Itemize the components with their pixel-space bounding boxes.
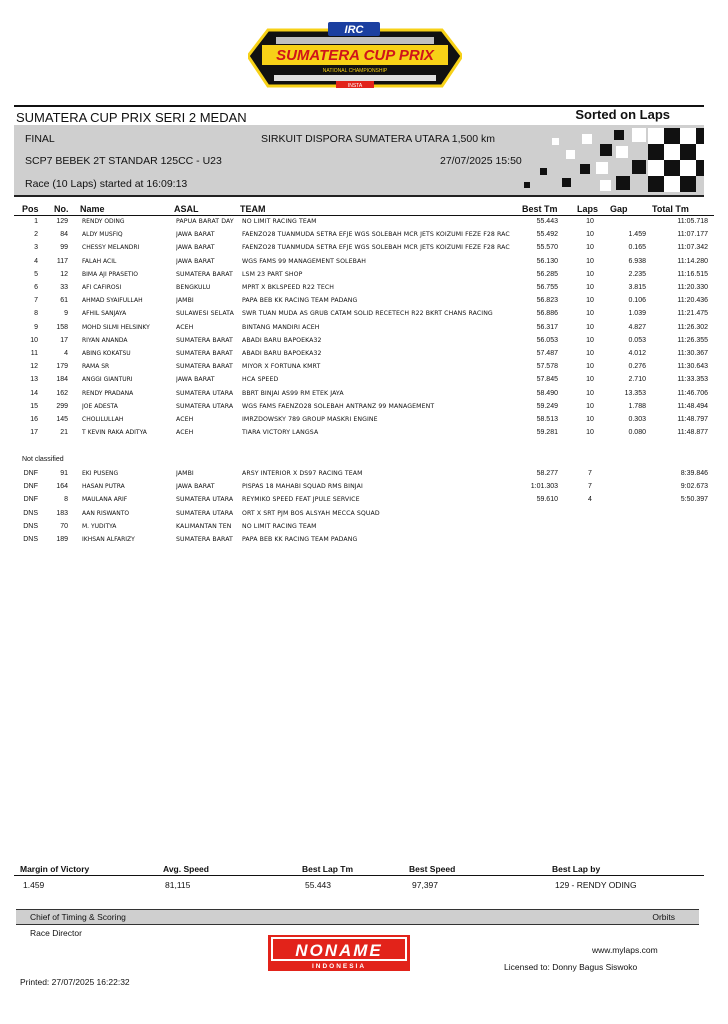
- cell-pos: 10: [30, 336, 38, 344]
- cell-name: RENDY PRADANA: [82, 389, 134, 397]
- cell-total: 11:30.367: [677, 350, 708, 357]
- title-row: [14, 105, 704, 125]
- cell-gap: 0.106: [628, 297, 646, 305]
- cell-pos: 8: [34, 310, 38, 318]
- cell-pos: 4: [34, 257, 38, 265]
- cell-no: 12: [60, 270, 68, 278]
- table-row: [14, 483, 714, 496]
- cell-asal: SUMATERA BARAT: [176, 363, 233, 371]
- cell-no: 9: [64, 310, 68, 318]
- cell-total: 11:16.515: [677, 270, 708, 278]
- cell-no: 99: [60, 244, 68, 252]
- cell-asal: JAMBI: [176, 297, 194, 305]
- cell-gap: 6.938: [628, 257, 646, 265]
- cell-best: 58.277: [536, 470, 558, 477]
- cell-name: RENDY ODING: [82, 218, 125, 225]
- col-name: Name: [80, 204, 105, 214]
- cell-name: ANGGI GIANTURI: [82, 376, 133, 384]
- not-classified-label: Not classified: [22, 456, 64, 463]
- noname-text: NONAME: [295, 941, 383, 960]
- cell-no: 164: [56, 483, 68, 491]
- cell-laps: 4: [588, 496, 592, 504]
- cell-total: 11:26.355: [677, 336, 708, 344]
- cell-team: LSM 23 PART SHOP: [242, 270, 303, 278]
- cell-gap: 0.080: [628, 429, 646, 437]
- cell-team: WGS FAMS 99 MANAGEMENT SOLEBAH: [242, 257, 367, 265]
- stat-best-lap-tm: 55.443: [305, 880, 331, 890]
- cell-total: 11:21.475: [677, 310, 708, 318]
- table-row: [14, 429, 714, 442]
- cell-laps: 10: [586, 284, 594, 291]
- table-row: [14, 523, 714, 536]
- cell-total: 11:14.280: [677, 257, 708, 265]
- cell-total: 11:30.643: [677, 363, 708, 371]
- cell-asal: JAWA BARAT: [176, 244, 215, 252]
- cell-best: 59.610: [536, 496, 558, 504]
- cell-name: MOHD SILMI HELSINKY: [82, 323, 150, 331]
- cell-total: 11:48.797: [677, 416, 708, 423]
- cell-asal: SUMATERA UTARA: [176, 389, 234, 397]
- table-row: [14, 403, 714, 416]
- cell-asal: SUMATERA UTARA: [176, 496, 234, 504]
- cell-name: IKHSAN ALFARIZY: [82, 536, 135, 543]
- cell-pos: 7: [34, 297, 38, 305]
- cell-pos: DNS: [23, 536, 38, 543]
- cell-laps: 10: [586, 297, 594, 305]
- cell-name: EKI PUSENG: [82, 470, 119, 477]
- cell-best: 56.053: [536, 336, 558, 344]
- stats-header: [14, 864, 704, 876]
- table-row: [14, 350, 714, 363]
- cell-name: ALDY MUSFIQ: [82, 231, 123, 239]
- cell-no: 183: [56, 509, 68, 517]
- cell-gap: 1.459: [628, 231, 646, 239]
- cell-no: 129: [56, 218, 68, 225]
- col-total: Total Tm: [652, 204, 689, 214]
- cell-laps: 10: [586, 257, 594, 265]
- cell-pos: 15: [30, 402, 38, 410]
- cell-asal: BENGKULU: [176, 284, 211, 291]
- circuit-name: SIRKUIT DISPORA SUMATERA UTARA 1,500 km: [261, 133, 495, 145]
- cell-asal: JAWA BARAT: [176, 376, 215, 384]
- cell-team: PAPA BEB KK RACING TEAM PADANG: [242, 297, 358, 305]
- cell-gap: 0.303: [628, 416, 646, 423]
- mylaps-website: www.mylaps.com: [592, 945, 658, 955]
- cell-team: NO LIMIT RACING TEAM: [242, 522, 317, 530]
- stat-label-best-speed: Best Speed: [409, 864, 456, 874]
- logo-brand: IRC: [344, 24, 364, 36]
- cell-best: 59.249: [536, 402, 558, 410]
- cell-asal: KALIMANTAN TEN: [176, 522, 232, 530]
- cell-laps: 10: [586, 416, 594, 423]
- cell-no: 4: [64, 350, 68, 357]
- cell-no: 145: [56, 416, 68, 423]
- cell-laps: 10: [586, 402, 594, 410]
- cell-pos: DNF: [23, 496, 38, 504]
- stat-avg-speed: 81,115: [165, 880, 191, 890]
- cell-asal: JAWA BARAT: [176, 483, 215, 491]
- cell-team: BBRT BINJAI AS99 RM ETEK JAYA: [242, 389, 344, 397]
- cell-pos: DNF: [23, 483, 38, 491]
- table-row: [14, 416, 714, 429]
- cell-name: JOE ADESTA: [82, 402, 118, 410]
- chief-of-timing-bar: [16, 909, 699, 925]
- cell-pos: 12: [30, 363, 38, 371]
- cell-gap: 4.827: [628, 323, 646, 331]
- cell-laps: 10: [586, 244, 594, 252]
- cell-best: 59.281: [536, 429, 558, 437]
- table-row: [14, 470, 714, 483]
- cell-best: 1:01.303: [530, 483, 558, 491]
- stat-best-lap-by: 129 - RENDY ODING: [555, 880, 637, 890]
- session-info-box: [14, 125, 704, 197]
- cell-gap: 0.053: [628, 336, 646, 344]
- cell-best: 56.285: [536, 270, 558, 278]
- cell-team: PISPAS 18 MAHABI SQUAD RMS BINJAI: [242, 483, 363, 491]
- col-team: TEAM: [240, 204, 266, 214]
- cell-team: IMRZDOWSKY 789 GROUP MASKRI ENGINE: [242, 416, 378, 423]
- cell-asal: SULAWESI SELATA: [176, 310, 234, 318]
- cell-team: HCA SPEED: [242, 376, 279, 384]
- cell-team: MPRT X BKLSPEED R22 TECH: [242, 284, 335, 291]
- cell-team: FAENZO28 TUANMUDA SETRA EFJE WGS SOLEBAH MCR JETS KOIZUMI FEZE F28 RAC: [242, 231, 510, 239]
- table-row: [14, 510, 714, 523]
- cell-asal: SUMATERA BARAT: [176, 536, 233, 543]
- cell-pos: 14: [30, 389, 38, 397]
- session-name: FINAL: [25, 133, 55, 145]
- table-row: [14, 536, 714, 549]
- cell-name: ABING KOKATSU: [82, 350, 131, 357]
- event-logo: [248, 20, 462, 92]
- cell-total: 11:46.706: [677, 389, 708, 397]
- col-pos: Pos: [22, 204, 39, 214]
- cell-name: M. YUDITYA: [82, 522, 117, 530]
- cell-team: FAENZO28 TUANMUDA SETRA EFJE WGS SOLEBAH MCR JETS KOIZUMI FEZE F28 RAC: [242, 244, 510, 252]
- stat-best-speed: 97,397: [412, 880, 438, 890]
- cell-name: T KEVIN RAKA ADITYA: [82, 429, 147, 437]
- stat-label-best-lap-by: Best Lap by: [552, 864, 601, 874]
- col-gap: Gap: [610, 204, 628, 214]
- cell-laps: 7: [588, 470, 592, 477]
- cell-asal: JAMBI: [176, 470, 194, 477]
- cell-gap: 0.165: [628, 244, 646, 252]
- stat-margin: 1.459: [23, 880, 45, 890]
- cell-asal: PAPUA BARAT DAY: [176, 218, 234, 225]
- cell-best: 58.513: [536, 416, 558, 423]
- cell-asal: JAWA BARAT: [176, 257, 215, 265]
- event-title: SUMATERA CUP PRIX SERI 2 MEDAN: [16, 110, 247, 125]
- cell-team: BINTANG MANDIRI ACEH: [242, 323, 320, 331]
- stat-label-margin: Margin of Victory: [20, 864, 90, 874]
- logo-footer: INSTA: [347, 83, 363, 89]
- cell-team: ORT X SRT PJM BOS ALSYAH MECCA SQUAD: [242, 509, 380, 517]
- cell-pos: 6: [34, 284, 38, 291]
- cell-no: 91: [60, 470, 68, 477]
- cell-total: 11:48.877: [677, 429, 708, 437]
- table-row: [14, 258, 714, 271]
- cell-total: 9:02.673: [680, 483, 708, 491]
- cell-best: 56.886: [536, 310, 558, 318]
- stats-values: [14, 880, 704, 892]
- cell-gap: 0.276: [628, 363, 646, 371]
- cell-total: 11:20.436: [677, 297, 708, 305]
- race-director-label: Race Director: [30, 928, 82, 938]
- table-row: [14, 297, 714, 310]
- cell-best: 56.317: [536, 323, 558, 331]
- cell-best: 56.823: [536, 297, 558, 305]
- cell-total: 11:05.718: [677, 218, 708, 225]
- cell-no: 179: [56, 363, 68, 371]
- cell-pos: 5: [34, 270, 38, 278]
- race-start: Race (10 Laps) started at 16:09:13: [25, 178, 188, 190]
- orbits-label: Orbits: [652, 912, 675, 922]
- cell-no: 70: [60, 522, 68, 530]
- cell-laps: 10: [586, 231, 594, 239]
- cell-best: 56.130: [536, 257, 558, 265]
- cell-team: TIARA VICTORY LANGSA: [242, 429, 319, 437]
- table-row: [14, 231, 714, 244]
- cell-laps: 10: [586, 310, 594, 318]
- cell-no: 21: [60, 429, 68, 437]
- cell-no: 189: [56, 536, 68, 543]
- cell-pos: DNF: [23, 470, 38, 477]
- cell-asal: ACEH: [176, 416, 194, 423]
- cell-laps: 10: [586, 350, 594, 357]
- stat-label-avg-speed: Avg. Speed: [163, 864, 209, 874]
- logo-subtitle: NATIONAL CHAMPIONSHIP: [322, 68, 388, 74]
- class-name: SCP7 BEBEK 2T STANDAR 125CC - U23: [25, 155, 222, 167]
- table-row: [14, 390, 714, 403]
- table-row: [14, 324, 714, 337]
- cell-no: 33: [60, 284, 68, 291]
- table-row: [14, 244, 714, 257]
- cell-laps: 10: [586, 218, 594, 225]
- cell-total: 11:48.494: [677, 402, 708, 410]
- col-best: Best Tm: [522, 204, 558, 214]
- cell-no: 61: [60, 297, 68, 305]
- cell-best: 57.487: [536, 350, 558, 357]
- cell-name: CHOLILULLAH: [82, 416, 124, 423]
- cell-pos: 13: [30, 376, 38, 384]
- cell-pos: 3: [34, 244, 38, 252]
- cell-best: 58.490: [536, 389, 558, 397]
- licensed-to: Licensed to: Donny Bagus Siswoko: [504, 962, 638, 972]
- chief-label: Chief of Timing & Scoring: [30, 912, 126, 922]
- cell-pos: DNS: [23, 522, 38, 530]
- noname-indonesia-logo: [268, 935, 410, 971]
- col-no: No.: [54, 204, 69, 214]
- cell-asal: SUMATERA UTARA: [176, 509, 234, 517]
- table-row: [14, 271, 714, 284]
- col-laps: Laps: [577, 204, 599, 214]
- cell-gap: 2.710: [628, 376, 646, 384]
- checkered-flag-graphic: [484, 128, 704, 196]
- cell-pos: 11: [30, 350, 38, 357]
- cell-laps: 10: [586, 376, 594, 384]
- cell-no: 299: [56, 402, 68, 410]
- cell-team: PAPA BEB KK RACING TEAM PADANG: [242, 536, 358, 543]
- cell-gap: 1.039: [628, 310, 646, 318]
- cell-laps: 10: [586, 363, 594, 371]
- cell-gap: 4.012: [628, 350, 646, 357]
- cell-name: HASAN PUTRA: [82, 483, 125, 491]
- cell-best: 55.443: [536, 218, 558, 225]
- cell-pos: 1: [34, 218, 38, 225]
- cell-gap: 2.235: [628, 270, 646, 278]
- cell-best: 57.845: [536, 376, 558, 384]
- table-row: [14, 310, 714, 323]
- cell-name: AFHIL SANJAYA: [82, 310, 127, 318]
- cell-pos: 2: [34, 231, 38, 239]
- noname-indonesia-text: INDONESIA: [311, 963, 367, 970]
- cell-total: 5:50.397: [680, 496, 708, 504]
- cell-no: 117: [56, 257, 68, 265]
- cell-team: REYMIKO SPEED FEAT JPULE SERVICE: [242, 496, 360, 504]
- cell-no: 84: [60, 231, 68, 239]
- cell-name: AAN RISWANTO: [82, 509, 130, 517]
- cell-laps: 10: [586, 389, 594, 397]
- cell-team: ARSY INTERIOR X DS97 RACING TEAM: [242, 470, 363, 477]
- cell-team: SWR TUAN MUDA AS GRUB CATAM SOLID RECETECH R22 BKRT CHANS RACING: [242, 310, 493, 318]
- cell-best: 55.570: [536, 244, 558, 252]
- cell-best: 56.755: [536, 284, 558, 291]
- cell-name: RAMA SR: [82, 363, 110, 371]
- table-row: [14, 337, 714, 350]
- cell-gap: 1.788: [628, 402, 646, 410]
- cell-name: AHMAD SYAIFULLAH: [82, 297, 143, 305]
- sort-label: Sorted on Laps: [575, 107, 670, 122]
- cell-laps: 7: [588, 483, 592, 491]
- cell-laps: 10: [586, 270, 594, 278]
- cell-pos: 16: [30, 416, 38, 423]
- cell-asal: SUMATERA BARAT: [176, 336, 233, 344]
- cell-laps: 10: [586, 429, 594, 437]
- session-datetime: 27/07/2025 15:50: [440, 155, 522, 167]
- logo-title: SUMATERA CUP PRIX: [276, 47, 434, 64]
- cell-asal: SUMATERA BARAT: [176, 350, 233, 357]
- cell-total: 11:33.353: [677, 376, 708, 384]
- cell-team: WGS FAMS FAENZO28 SOLEBAH ANTRANZ 99 MANAGEMENT: [242, 402, 435, 410]
- table-row: [14, 363, 714, 376]
- cell-gap: 13.353: [624, 389, 646, 397]
- cell-asal: ACEH: [176, 429, 194, 437]
- cell-name: BIMA AJI PRASETIO: [82, 270, 139, 278]
- cell-name: FALAH ACIL: [82, 257, 117, 265]
- cell-laps: 10: [586, 336, 594, 344]
- cell-no: 162: [56, 389, 68, 397]
- cell-no: 184: [56, 376, 68, 384]
- cell-team: NO LIMIT RACING TEAM: [242, 218, 317, 225]
- cell-asal: SUMATERA BARAT: [176, 270, 233, 278]
- cell-pos: DNS: [23, 509, 38, 517]
- cell-pos: 17: [30, 429, 38, 437]
- table-row: [14, 218, 714, 231]
- cell-name: AFI CAFIROSI: [82, 284, 122, 291]
- cell-name: RIYAN ANANDA: [82, 336, 128, 344]
- cell-total: 11:07.342: [677, 244, 708, 252]
- cell-no: 158: [56, 323, 68, 331]
- cell-name: CHESSY MELANDRI: [82, 244, 140, 252]
- cell-total: 8:39.846: [680, 470, 708, 477]
- cell-team: MIYOR X FORTUNA KMRT: [242, 363, 321, 371]
- printed-timestamp: Printed: 27/07/2025 16:22:32: [20, 977, 130, 987]
- cell-name: MAULANA ARIF: [82, 496, 128, 504]
- cell-gap: 3.815: [628, 284, 646, 291]
- cell-team: ABADI BARU BAPOEKA32: [242, 336, 322, 344]
- table-row: [14, 284, 714, 297]
- col-asal: ASAL: [174, 204, 199, 214]
- stat-label-best-lap-tm: Best Lap Tm: [302, 864, 354, 874]
- cell-best: 55.492: [536, 231, 558, 239]
- cell-asal: JAWA BARAT: [176, 231, 215, 239]
- cell-total: 11:20.330: [677, 284, 708, 291]
- cell-pos: 9: [34, 323, 38, 331]
- cell-no: 8: [64, 496, 68, 504]
- table-row: [14, 376, 714, 389]
- results-table-header: [14, 202, 714, 216]
- cell-no: 17: [60, 336, 68, 344]
- cell-asal: SUMATERA UTARA: [176, 402, 234, 410]
- cell-total: 11:26.302: [677, 323, 708, 331]
- cell-total: 11:07.177: [677, 231, 708, 239]
- table-row: [14, 496, 714, 509]
- cell-laps: 10: [586, 323, 594, 331]
- cell-best: 57.578: [536, 363, 558, 371]
- cell-asal: ACEH: [176, 323, 194, 331]
- cell-team: ABADI BARU BAPOEKA32: [242, 350, 322, 357]
